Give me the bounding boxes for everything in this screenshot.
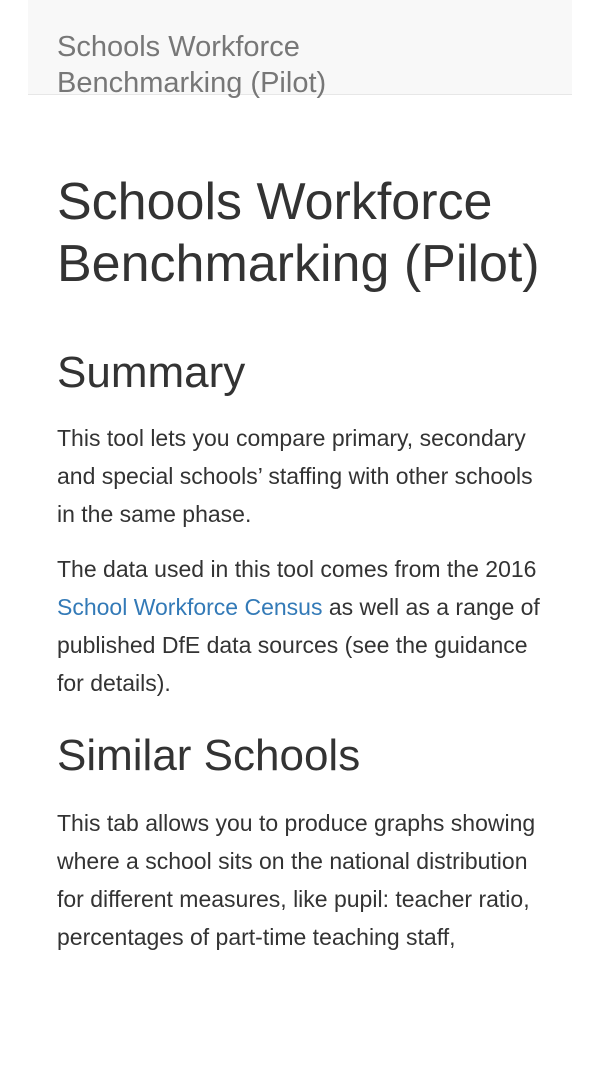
- summary-paragraph-1: This tool lets you compare primary, secondary and special schools’ staffing with other schools in the same phase.: [57, 425, 533, 527]
- page-title: Schools Workforce Benchmarking (Pilot): [57, 173, 540, 293]
- similar-schools-heading: Similar Schools: [57, 731, 361, 780]
- navbar: [28, 0, 572, 99]
- navbar-brand-link[interactable]: Schools Workforce Benchmarking (Pilot): [57, 31, 327, 99]
- summary-heading: Summary: [57, 348, 246, 397]
- summary-paragraph-2: [57, 550, 543, 702]
- main-content: [57, 171, 543, 956]
- summary-paragraph-2-text-before: The data used in this tool comes from the 2016: [57, 556, 537, 582]
- summary-paragraph-2-text-after: as well as a range of published DfE data sources (see the guidance for details).: [57, 594, 540, 696]
- school-workforce-census-link[interactable]: School Workforce Census: [57, 594, 323, 620]
- similar-schools-paragraph: This tab allows you to produce graphs showing where a school sits on the national distribution for different measures, like pupil: teacher ratio, percentages of part-time teaching staff,: [57, 810, 536, 950]
